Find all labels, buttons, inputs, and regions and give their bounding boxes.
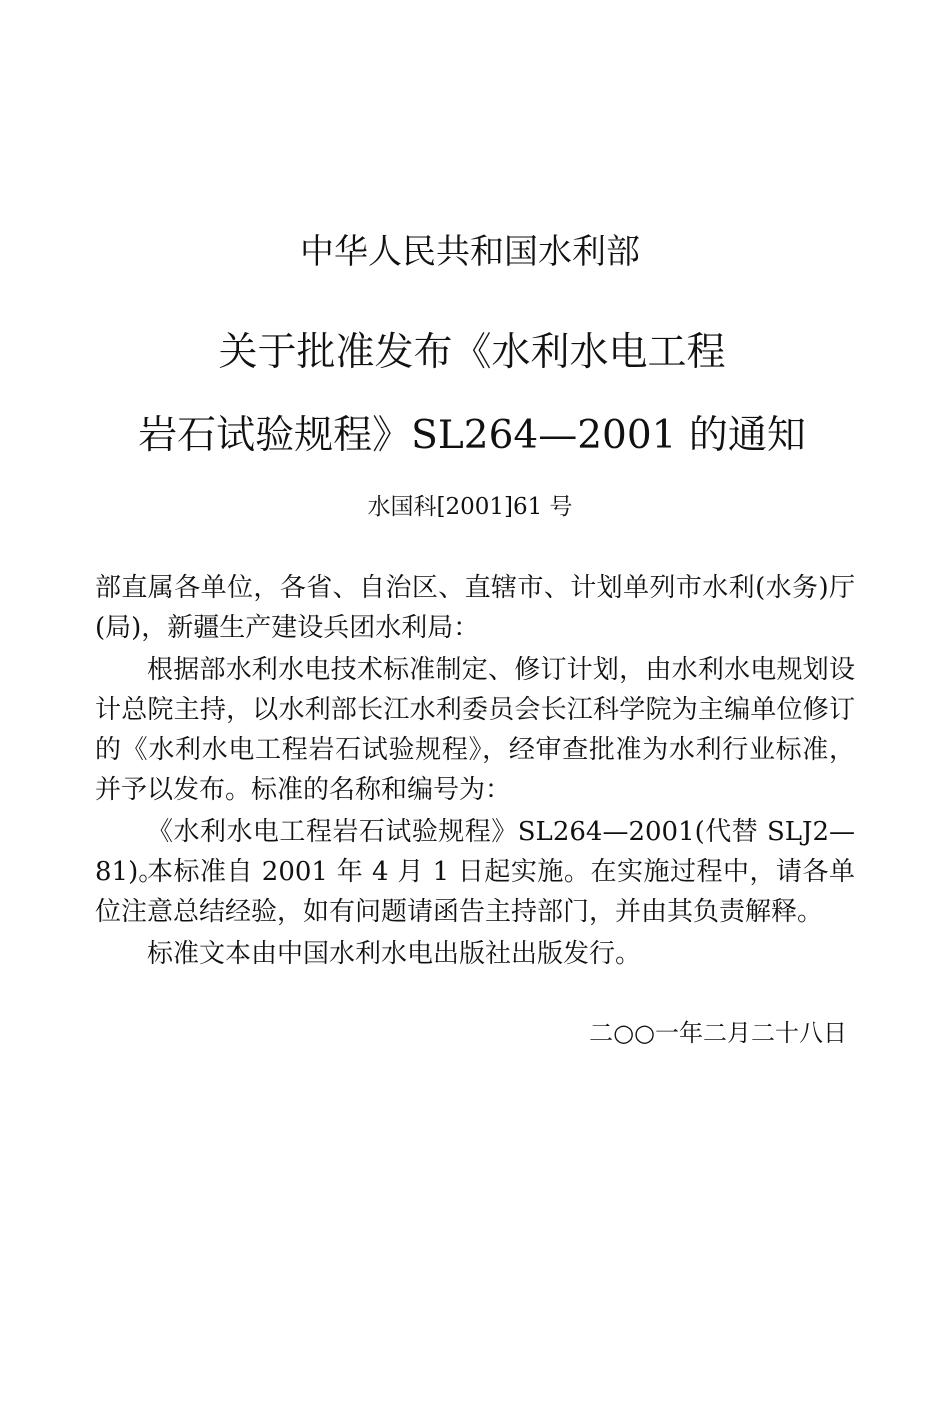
body-paragraph-4: 标准文本由中国水利水电出版社出版发行。	[147, 939, 642, 969]
notice-title-line-1: 关于批准发布《水利水电工程	[218, 330, 726, 375]
issuer-heading: 中华人民共和国水利部	[300, 232, 640, 272]
issue-date: 二○○一年二月二十八日	[589, 1019, 847, 1047]
recipients-paragraph: 部直属各单位，各省、自治区、直辖市、计划单列市水利(水务)厅(局)，新疆生产建设兵团水利局：	[95, 573, 855, 643]
body-paragraph-3: 本标准自 2001 年 4 月 1 日起实施。在实施过程中，请各单位注意总结经验，如有问题请函告主持部门，并由其负责解释。	[95, 857, 855, 927]
document-number: 水国科[2001]61 号	[367, 494, 573, 520]
notice-title-line-2: 岩石试验规程》SL264—2001 的通知	[138, 413, 806, 458]
body-paragraph-1: 根据部水利水电技术标准制定、修订计划，由水利水电规划设计总院主持，以水利部长江水利委员会长江科学院为主编单位修订的《水利水电工程岩石试验规程》，经审查批准为水利行业标准，并予以发布。标准的名称和编号为：	[95, 655, 855, 805]
body-paragraph-2: 《水利水电工程岩石试验规程》SL264—2001(代替 SLJ2—81)。	[95, 817, 855, 887]
